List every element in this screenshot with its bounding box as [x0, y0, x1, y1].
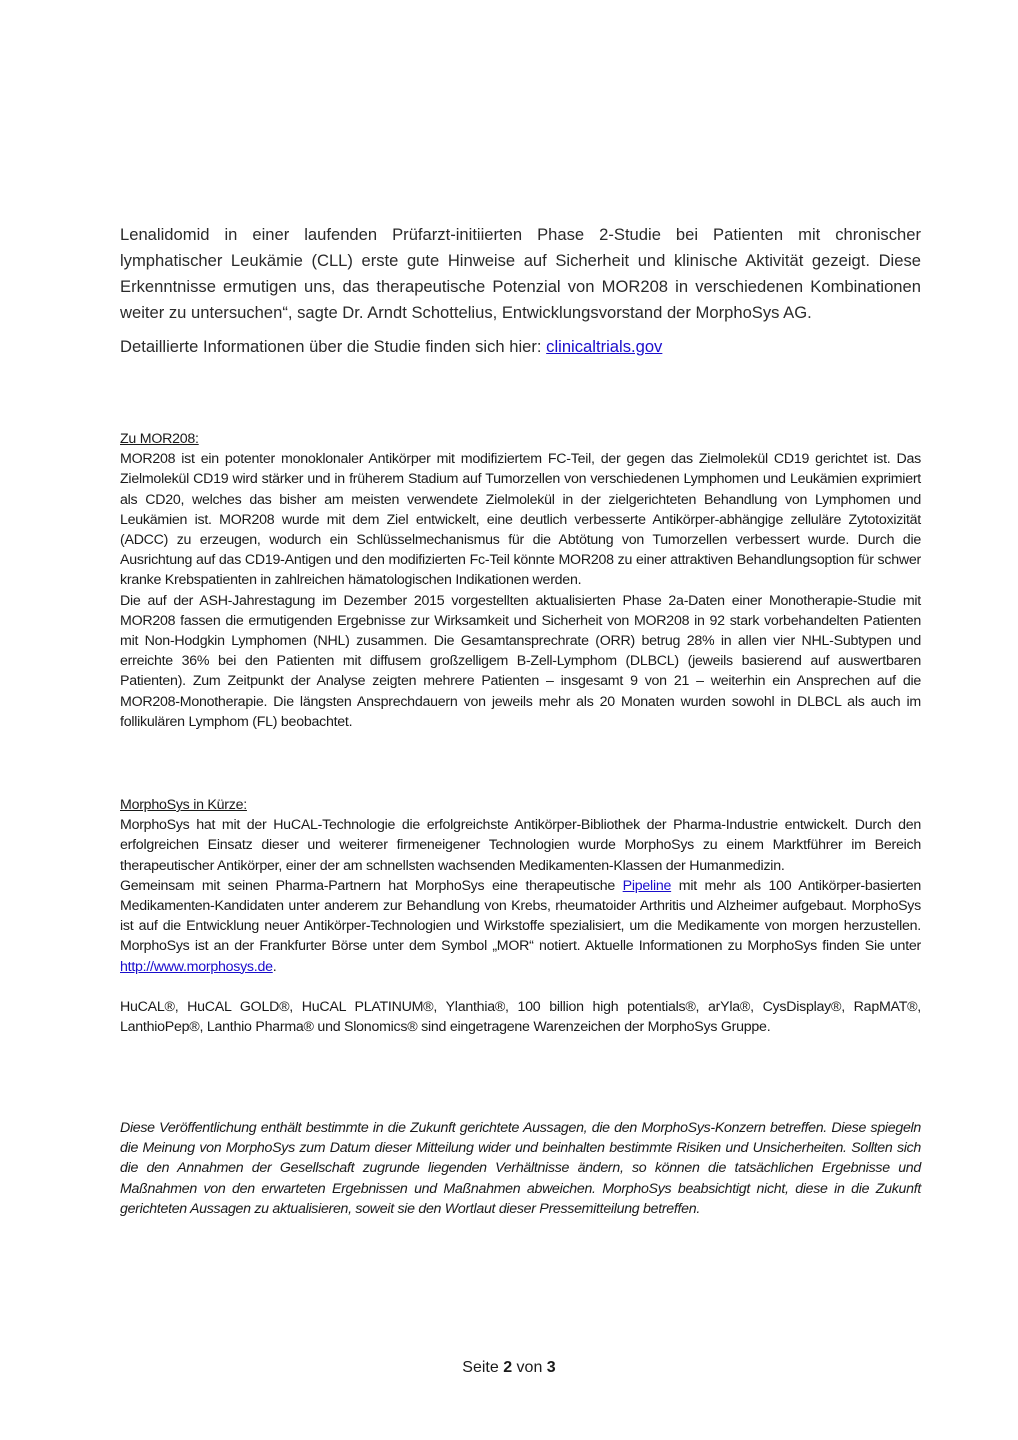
mor208-heading: Zu MOR208: — [120, 431, 199, 447]
intro-section — [120, 222, 921, 360]
mor208-paragraph-1: MOR208 ist ein potenter monoklonaler Antikörper mit modifiziertem FC-Teil, der gegen das Zielmolekül CD19 gerichtet ist. Das Zielmolekül CD19 wird stärker und in früherem Stadium auf Tumorzellen von verschiedenen Lymphomen und Leukämien exprimiert als CD20, welches das bisher am meisten verwendete Zielmolekül in der zielgerichteten Behandlung von Lymphomen und Leukämien ist. MOR208 wurde mit dem Ziel entwickelt, eine deutlich verbesserte Antikörper-abhängige zelluläre Zytotoxizität (ADCC) zu erzeugen, wodurch ein Schlüsselmechanismus für die Abtötung von Tumorzellen verbessert wurde. Durch die Ausrichtung auf das CD19-Antigen und den modifizierten Fc-Teil könnte MOR208 zu einer attraktiven Behandlungsoption für schwer kranke Krebspatienten in zahlreichen hämatologischen Indikationen werden. — [120, 451, 921, 589]
disclaimer-text: Diese Veröffentlichung enthält bestimmte in die Zukunft gerichtete Aussagen, die den MorphoSys-Konzern betreffen. Diese spiegeln die Meinung von MorphoSys zum Datum dieser Mitteilung wider und beinhalten bestimmte Risiken und Unsicherheiten. Sollten sich die den Annahmen der Gesellschaft zugrunde liegenden Verhältnisse ändern, so können die tatsächlichen Ergebnisse und Maßnahmen von den erwarteten Ergebnissen und Maßnahmen abweichen. MorphoSys beabsichtigt nicht, diese in die Zukunft gerichteten Aussagen zu aktualisieren, soweit sie den Wortlaut dieser Pressemitteilung betreffen. — [120, 1120, 921, 1217]
morphosys-paragraph-2 — [120, 876, 921, 977]
disclaimer-section — [120, 1118, 921, 1219]
paragraph-2-suffix: . — [272, 958, 277, 975]
mor208-paragraph-2: Die auf der ASH-Jahrestagung im Dezember 2015 vorgestellten aktualisierten Phase 2a-Daten einer Monotherapie-Studie mit MOR208 fassen die ermutigenden Ergebnisse zur Wirksamkeit und Sicherheit von MOR208 in 92 stark vorbehandelten Patienten mit Non-Hodgkin Lymphomen (NHL) zusammen. Die Gesamtansprechrate (ORR) betrug 28% in allen vier NHL-Subtypen und erreichte 36% bei den Patienten mit diffusem großzelligem B-Zell-Lymphom (DLBCL) (jeweils basierend auf auswertbaren Patienten). Zum Zeitpunkt der Analyse zeigten mehrere Patienten – insgesamt 9 von 21 – weiterhin ein Ansprechen auf die MOR208-Monotherapie. Die längsten Ansprechdauern von jeweils mehr als 20 Monaten wurden sowohl in DLBCL als auch im follikulären Lymphom (FL) beobachtet. — [120, 592, 921, 730]
clinicaltrials-link[interactable]: clinicaltrials.gov — [546, 337, 663, 356]
quote-paragraph: Lenalidomid in einer laufenden Prüfarzt-initiierten Phase 2-Studie bei Patienten mit chronischer lymphatischer Leukämie (CLL) erste gute Hinweise auf Sicherheit und klinische Aktivität gezeigt. Diese Erkenntnisse ermutigen uns, das therapeutische Potenzial von MOR208 in verschiedenen Kombinationen weiter zu untersuchen“, sagte Dr. Arndt Schottelius, Entwicklungsvorstand der MorphoSys AG. — [120, 225, 921, 322]
morphosys-heading: MorphoSys in Kürze: — [120, 797, 247, 813]
paragraph-2-middle: mit mehr als 100 Antikörper-basierten Medikamenten-Kandidaten unter anderem zur Behandlung von Krebs, rheumatoider Arthritis und Alzheimer aufgebaut. MorphoSys ist auf die Entwicklung neuer Antikörper-Technologien und Wirkstoffe spezialisiert, um die Medikamente von morgen herzustellen. MorphoSys ist an der Frankfurter Börse unter dem Symbol „MOR“ notiert. Aktuelle Informationen zu MorphoSys finden Sie unter — [120, 877, 922, 955]
trademarks-paragraph: HuCAL®, HuCAL GOLD®, HuCAL PLATINUM®, Ylanthia®, 100 billion high potentials®, arYla®, CysDisplay®, RapMAT®, LanthioPep®, Lanthio Pharma® und Slonomics® sind eingetragene Warenzeichen der MorphoSys Gruppe. — [120, 998, 921, 1036]
of-label: von — [512, 1359, 547, 1376]
paragraph-2-prefix: Gemeinsam mit seinen Pharma-Partnern hat MorphoSys eine therapeutische — [120, 877, 623, 894]
morphosys-website-link[interactable]: http://www.morphosys.de — [120, 958, 273, 975]
current-page-number: 2 — [503, 1359, 513, 1376]
pipeline-link[interactable]: Pipeline — [622, 877, 672, 894]
mor208-section — [120, 429, 921, 732]
study-details-line — [120, 334, 921, 360]
page-label: Seite — [462, 1359, 504, 1376]
morphosys-paragraph-1: MorphoSys hat mit der HuCAL-Technologie die erfolgreichste Antikörper-Bibliothek der Pharma-Industrie entwickelt. Durch den erfolgreichen Einsatz dieser und weiterer firmeneigener Technologien wurde MorphoSys zu einem Marktführer im Bereich therapeutischer Antikörper, einer der am schnellsten wachsenden Medikamenten-Klassen der Humanmedizin. — [120, 817, 921, 874]
morphosys-section — [120, 795, 921, 1037]
page-footer — [0, 1359, 1018, 1377]
study-details-text: Detaillierte Informationen über die Studie finden sich hier: — [120, 337, 547, 356]
total-pages-number: 3 — [546, 1359, 556, 1376]
